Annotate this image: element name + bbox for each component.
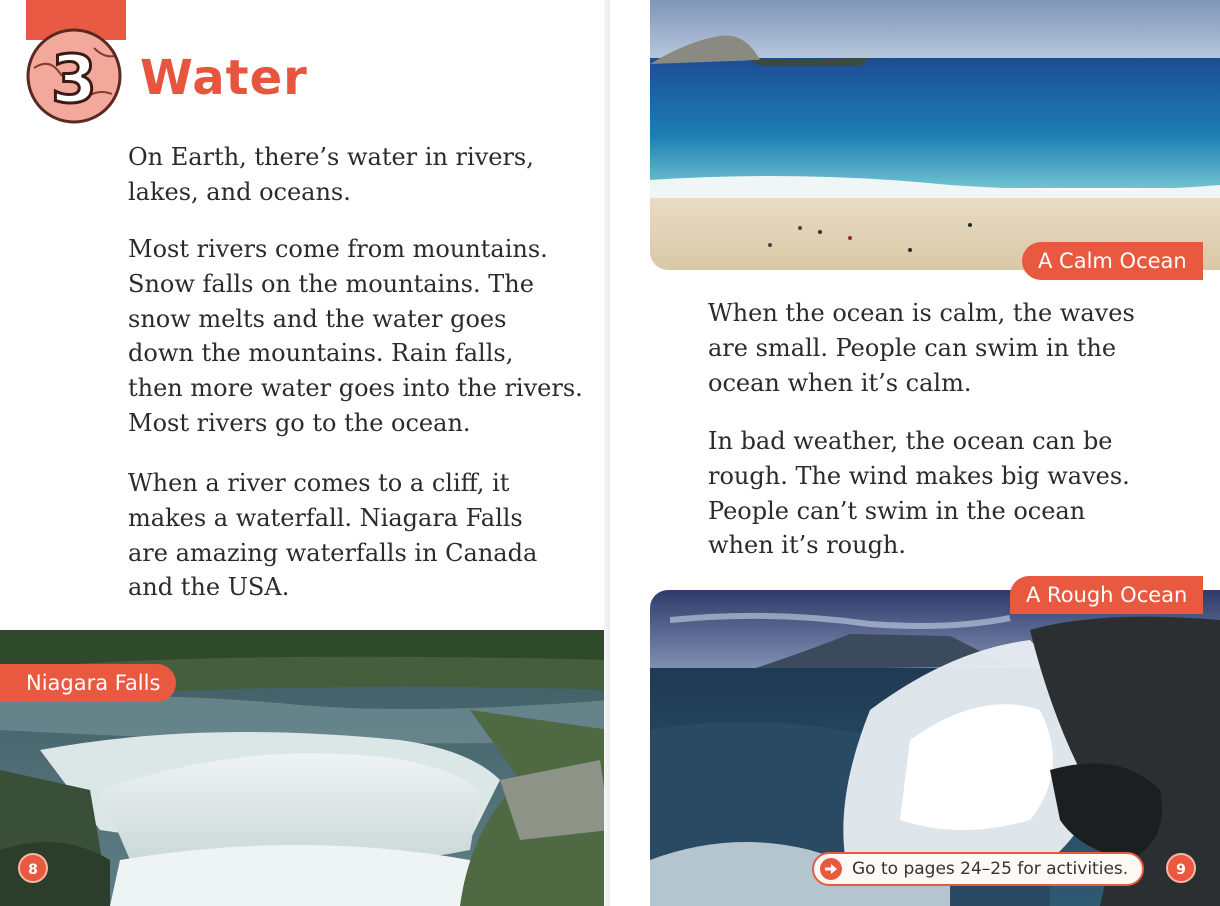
right-page (610, 0, 1220, 906)
text-line: Snow falls on the mountains. The (128, 269, 534, 298)
rough-ocean-label: A Rough Ocean (1010, 576, 1203, 614)
text-line: People can’t swim in the ocean (708, 496, 1086, 525)
chapter-number-badge (24, 28, 124, 124)
paragraph-1 (128, 140, 534, 210)
page-number-right: 9 (1166, 853, 1196, 883)
paragraph-2 (128, 232, 583, 441)
text-line: then more water goes into the rivers. (128, 374, 583, 403)
text-line: When a river comes to a cliff, it (128, 469, 510, 497)
text-line: down the mountains. Rain falls, (128, 339, 514, 368)
text-line: Most rivers come from mountains. (128, 235, 548, 263)
text-line: On Earth, there’s water in rivers, (128, 143, 534, 171)
text-line: rough. The wind makes big waves. (708, 461, 1130, 490)
activity-note-text: Go to pages 24–25 for activities. (852, 859, 1129, 879)
arrow-right-icon (820, 858, 842, 880)
calm-ocean-label: A Calm Ocean (1022, 242, 1203, 280)
text-line: ocean when it’s calm. (708, 368, 972, 397)
text-line: makes a waterfall. Niagara Falls (128, 503, 523, 532)
text-line: In bad weather, the ocean can be (708, 427, 1113, 455)
paragraph-5 (708, 424, 1130, 563)
paragraph-3 (128, 466, 537, 605)
chapter-title: Water (140, 50, 308, 106)
text-line: are amazing waterfalls in Canada (128, 538, 538, 567)
text-line: are small. People can swim in the (708, 333, 1117, 362)
chapter-number: 3 (51, 41, 97, 118)
text-line: and the USA. (128, 573, 290, 602)
text-line: When the ocean is calm, the waves (708, 299, 1135, 327)
niagara-falls-label: Niagara Falls (0, 664, 176, 702)
text-line: lakes, and oceans. (128, 177, 351, 206)
calm-ocean-photo (650, 0, 1220, 270)
activity-note (812, 852, 1144, 886)
text-line: when it’s rough. (708, 531, 907, 560)
paragraph-4 (708, 296, 1135, 400)
page-number-left: 8 (18, 853, 48, 883)
text-line: Most rivers go to the ocean. (128, 408, 471, 437)
text-line: snow melts and the water goes (128, 304, 507, 333)
